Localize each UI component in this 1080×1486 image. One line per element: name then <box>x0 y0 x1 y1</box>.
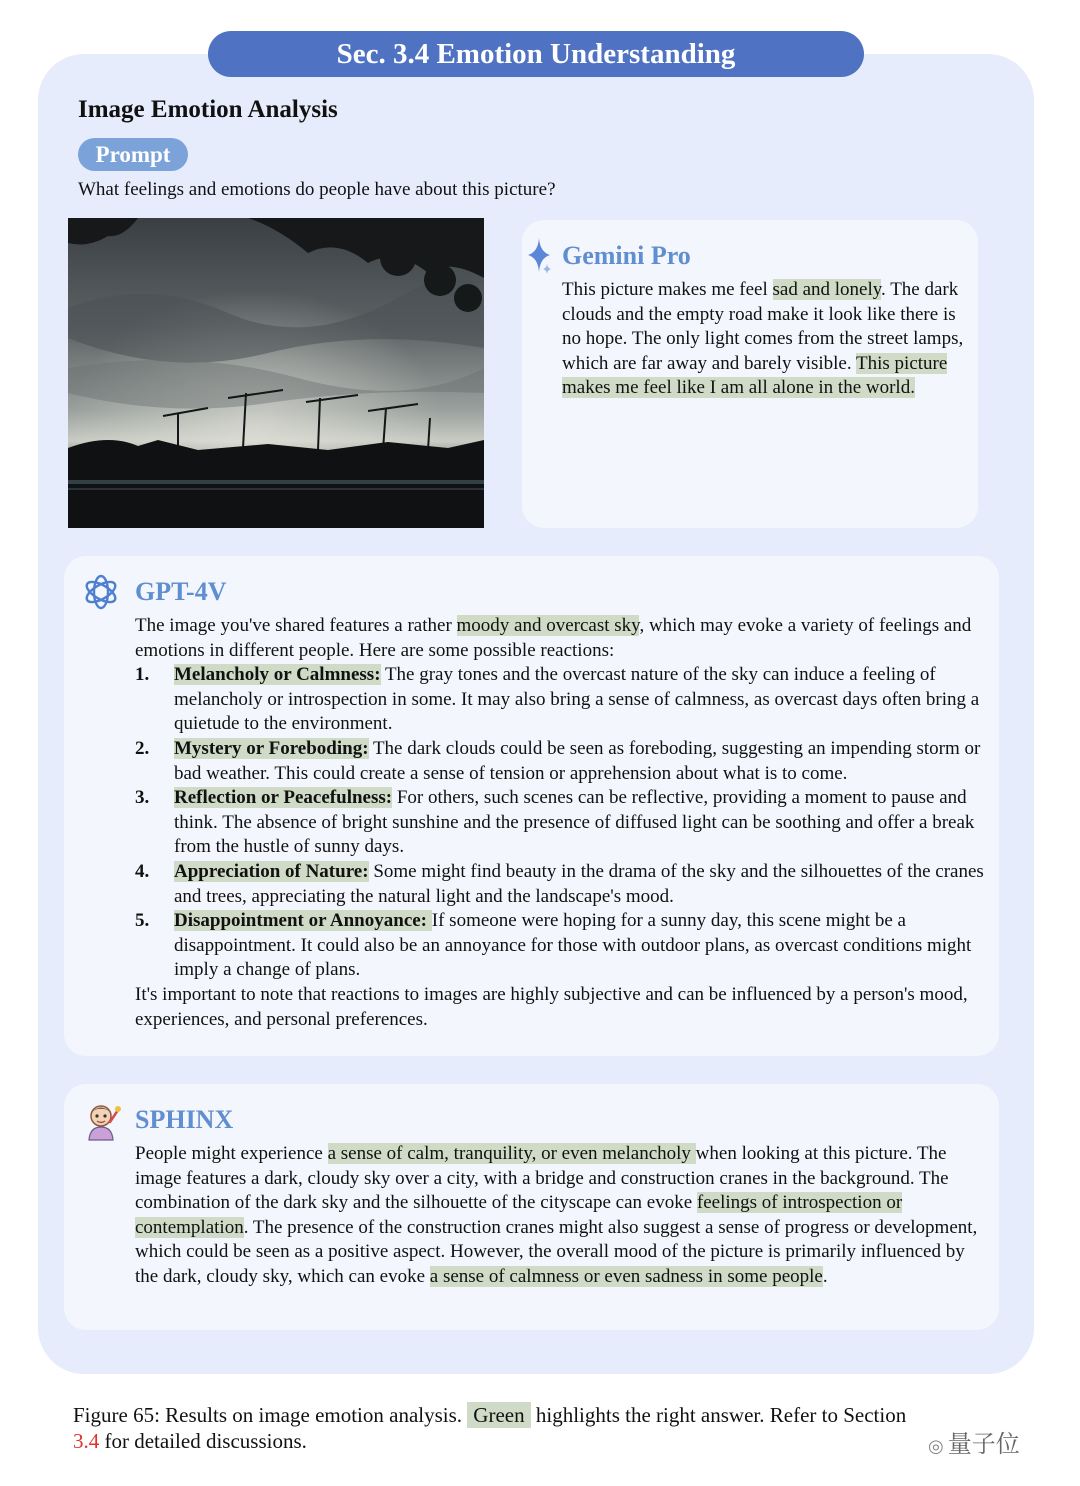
gemini-text-segment: . The dark clouds and the empty road make it look like there is no hope. The only light comes from the street lamps, which are far away and barely visible. <box>562 279 964 374</box>
reaction-text: If someone were hoping for a sunny day, this scene might be a disappointment. It could also be an annoyance for those with outdoor plans, as overcast conditions might imply a change of plans. <box>174 910 972 981</box>
reaction-title: Melancholy or Calmness: <box>174 664 381 686</box>
caption-text: Figure 65: Results on image emotion analysis. <box>73 1403 468 1427</box>
reaction-text: Some might find beauty in the drama of the sky and the silhouettes of the cranes and trees, appreciating the natural light and the landscape's mood. <box>174 860 984 907</box>
reaction-title: Disappointment or Annoyance: <box>174 910 432 932</box>
reaction-item <box>135 909 985 983</box>
sphinx-response <box>135 1142 985 1290</box>
sphinx-highlight: a sense of calmness or even sadness in some people <box>429 1265 823 1287</box>
sphinx-mascot-icon <box>80 1100 122 1142</box>
reaction-number: 5. <box>135 910 150 932</box>
gpt4v-model-name: GPT-4V <box>135 577 227 606</box>
sphinx-highlight: a sense of calm, tranquility, or even melancholy <box>327 1143 696 1164</box>
watermark <box>924 1424 1024 1459</box>
reaction-item <box>135 737 985 786</box>
gpt4v-outro: It's important to note that reactions to images are highly subjective and can be influenced by a person's mood, experiences, and personal preferences. <box>135 983 968 1030</box>
reaction-number: 4. <box>135 860 150 882</box>
gemini-highlight: sad and lonely <box>772 279 882 300</box>
gpt4v-text-segment: The image you've shared features a rather <box>135 615 457 636</box>
gemini-sparkle-icon <box>528 238 554 276</box>
reaction-item <box>135 786 985 860</box>
section-banner: Sec. 3.4 Emotion Understanding <box>208 31 864 77</box>
gpt4v-highlight: moody and overcast sky <box>456 615 640 636</box>
reaction-number: 2. <box>135 737 150 759</box>
sphinx-text-segment: . The presence of the construction cranes might also suggest a sense of progress or development, which could be seen as a positive aspect. However, the overall mood of the picture is primarily influenced by the dark, cloudy sky, which can evoke <box>135 1216 978 1287</box>
caption-text: for detailed discussions. <box>99 1429 307 1453</box>
caption-text: highlights the right answer. Refer to Section <box>530 1403 907 1427</box>
wechat-icon: ◎ <box>928 1436 944 1457</box>
gpt4v-text-segment: , which may evoke a variety of feelings and emotions in different people. Here are some possible reactions: <box>135 615 972 661</box>
sphinx-text-segment: . <box>822 1265 828 1287</box>
sphinx-highlight: feelings of introspection or contemplation <box>135 1192 903 1238</box>
caption-green-chip: Green <box>467 1402 530 1428</box>
sky-photo <box>68 218 484 528</box>
gpt4v-reaction-list <box>135 663 985 983</box>
gemini-highlight: This picture makes me feel like I am all alone in the world. <box>562 352 948 399</box>
gemini-text-segment: This picture makes me feel <box>562 279 773 300</box>
prompt-label: Prompt <box>78 138 188 171</box>
reaction-title: Mystery or Foreboding: <box>174 737 369 759</box>
reaction-text: For others, such scenes can be reflective, providing a moment to pause and think. The absence of bright sunshine and the presence of diffused light can be soothing and offer a break from the hustle of sunny days. <box>174 787 975 858</box>
prompt-text: What feelings and emotions do people have about this picture? <box>78 179 556 200</box>
gemini-model-name: Gemini Pro <box>562 241 691 270</box>
watermark-text: 量子位 <box>947 1430 1020 1458</box>
gpt4v-intro <box>135 614 985 663</box>
section-title: Image Emotion Analysis <box>78 96 338 123</box>
reaction-title: Appreciation of Nature: <box>174 860 369 882</box>
reaction-item <box>135 860 985 909</box>
gpt4v-response <box>135 614 985 1032</box>
reaction-item <box>135 663 985 737</box>
reaction-number: 1. <box>135 664 150 686</box>
openai-logo-icon <box>82 573 120 611</box>
reaction-title: Reflection or Peacefulness: <box>174 787 393 809</box>
reaction-text: The gray tones and the overcast nature of the sky can induce a feeling of melancholy or introspection in some. It may also bring a sense of calmness, as overcast days often bring a quietude to the environment. <box>174 664 980 735</box>
figure-caption <box>73 1402 1023 1454</box>
sphinx-text-segment: when looking at this picture. The image features a dark, cloudy sky over a city, with a bridge and construction cranes in the background. The combination of the dark sky and the silhouette of the cityscape can evoke <box>135 1143 949 1214</box>
gemini-response <box>562 278 972 401</box>
reaction-number: 3. <box>135 787 150 809</box>
section-reference-link[interactable]: 3.4 <box>73 1429 100 1453</box>
sphinx-text-segment: People might experience <box>135 1143 328 1164</box>
reaction-text: The dark clouds could be seen as foreboding, suggesting an impending storm or bad weather. This could create a sense of tension or apprehension about what is to come. <box>174 737 981 784</box>
sphinx-model-name: SPHINX <box>135 1105 234 1134</box>
